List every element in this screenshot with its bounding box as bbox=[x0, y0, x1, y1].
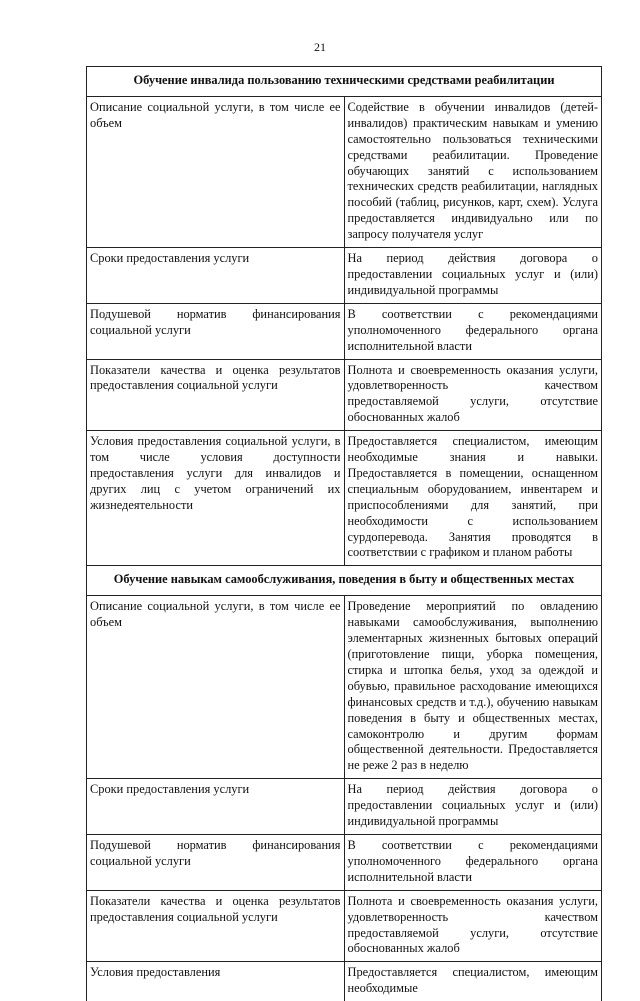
row-value-conditions: Предоставляется специалистом, имеющим необходимые bbox=[344, 962, 602, 1001]
row-value-terms: На период действия договора о предоставлении социальных услуг и (или) индивидуальной программы bbox=[344, 779, 602, 835]
row-value-quality: Полнота и своевременность оказания услуги, удовлетворенность качеством предоставляемой услуги, отсутствие обоснованных жалоб bbox=[344, 890, 602, 962]
row-value-funding: В соответствии с рекомендациями уполномоченного федерального органа исполнительной власти bbox=[344, 303, 602, 359]
table-row bbox=[87, 431, 602, 566]
row-label-quality: Показатели качества и оценка результатов предоставления социальной услуги bbox=[87, 359, 345, 431]
section-header-row bbox=[87, 67, 602, 97]
table-row bbox=[87, 834, 602, 890]
row-value-conditions: Предоставляется специалистом, имеющим необходимые знания и навыки. Предоставляется в помещении, оснащенном специальным оборудованием, инвентарем и приспособлениями для занятий, при необходимости с использованием сурдоперевода. Занятия проводятся в соответствии с графиком и планом работы bbox=[344, 431, 602, 566]
row-label-conditions: Условия предоставления bbox=[87, 962, 345, 1001]
row-label-funding: Подушевой норматив финансирования социальной услуги bbox=[87, 303, 345, 359]
page-number: 21 bbox=[314, 40, 326, 54]
row-value-quality: Полнота и своевременность оказания услуги, удовлетворенность качеством предоставляемой услуги, отсутствие обоснованных жалоб bbox=[344, 359, 602, 431]
table-row bbox=[87, 596, 602, 779]
table-row bbox=[87, 359, 602, 431]
table-row bbox=[87, 303, 602, 359]
row-label-funding: Подушевой норматив финансирования социальной услуги bbox=[87, 834, 345, 890]
services-table bbox=[86, 66, 602, 1001]
row-value-description: Проведение мероприятий по овладению навыками самообслуживания, выполнению элементарных жизненных бытовых операций (приготовление пищи, уборка помещения, стирка и штопка белья, уход за одеждой и обувью, правильное расходование имеющихся финансовых средств и т.д.), обучению навыкам поведения в быту и общественных местах, самоконтролю и другим формам общественной деятельности. Предоставляется не реже 2 раз в неделю bbox=[344, 596, 602, 779]
row-label-terms: Сроки предоставления услуги bbox=[87, 248, 345, 304]
table-row bbox=[87, 962, 602, 1001]
row-label-quality: Показатели качества и оценка результатов предоставления социальной услуги bbox=[87, 890, 345, 962]
table-row bbox=[87, 248, 602, 304]
row-label-description: Описание социальной услуги, в том числе ее объем bbox=[87, 96, 345, 247]
section-title: Обучение навыкам самообслуживания, поведения в быту и общественных местах bbox=[87, 566, 602, 596]
section-header-row bbox=[87, 566, 602, 596]
row-value-description: Содействие в обучении инвалидов (детей-инвалидов) практическим навыкам и умению самостоятельно пользоваться техническими средствами реабилитации. Проведение обучающих занятий с использованием технических средств реабилитации, наглядных пособий (таблиц, рисунков, карт, схем). Услуга предоставляется индивидуально или по запросу получателя услуг bbox=[344, 96, 602, 247]
table-row bbox=[87, 96, 602, 247]
section-title: Обучение инвалида пользованию техническими средствами реабилитации bbox=[87, 67, 602, 97]
table-row bbox=[87, 890, 602, 962]
row-label-description: Описание социальной услуги, в том числе ее объем bbox=[87, 596, 345, 779]
row-label-terms: Сроки предоставления услуги bbox=[87, 779, 345, 835]
row-value-terms: На период действия договора о предоставлении социальных услуг и (или) индивидуальной программы bbox=[344, 248, 602, 304]
row-label-conditions: Условия предоставления социальной услуги, в том числе условия доступности предоставления услуги для инвалидов и других лиц с учетом ограничений их жизнедеятельности bbox=[87, 431, 345, 566]
table-row bbox=[87, 779, 602, 835]
row-value-funding: В соответствии с рекомендациями уполномоченного федерального органа исполнительной власти bbox=[344, 834, 602, 890]
